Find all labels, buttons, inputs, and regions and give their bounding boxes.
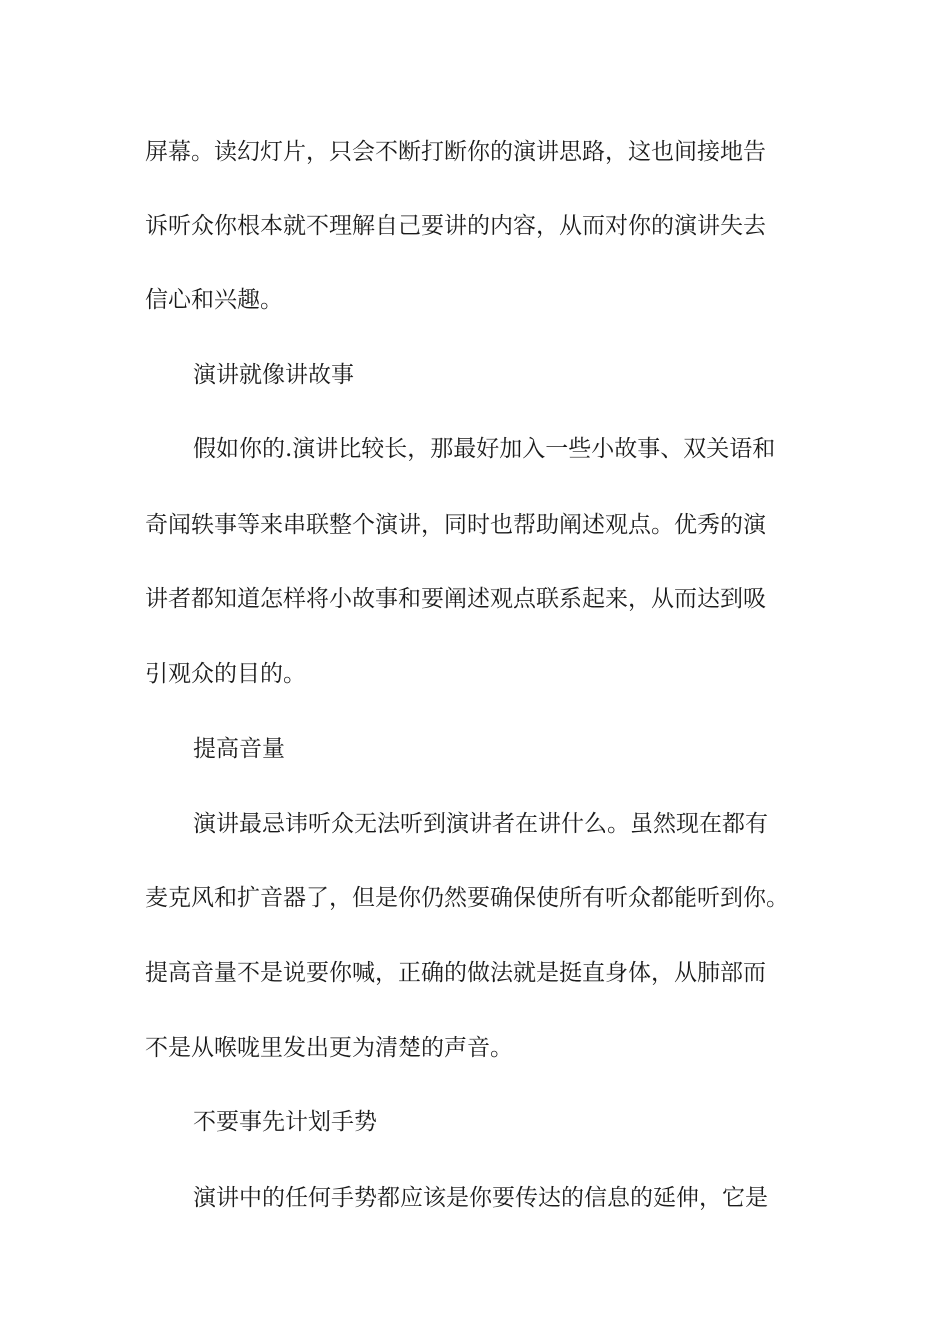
paragraph-line: 演讲中的任何手势都应该是你要传达的信息的延伸，它是 (193, 1185, 768, 1211)
paragraph-line: 讲者都知道怎样将小故事和要阐述观点联系起来，从而达到吸 (145, 586, 766, 612)
paragraph-line: 奇闻轶事等来串联整个演讲，同时也帮助阐述观点。优秀的演 (145, 512, 766, 538)
paragraph-line: 诉听众你根本就不理解自己要讲的内容，从而对你的演讲失去 (145, 213, 766, 239)
section-heading: 提高音量 (193, 736, 285, 762)
paragraph-line: 假如你的.演讲比较长，那最好加入一些小故事、双关语和 (193, 436, 776, 462)
paragraph-line: 屏幕。读幻灯片，只会不断打断你的演讲思路，这也间接地告 (145, 139, 766, 165)
section-heading: 演讲就像讲故事 (193, 362, 354, 388)
section-heading: 不要事先计划手势 (193, 1109, 377, 1135)
paragraph-line: 不是从喉咙里发出更为清楚的声音。 (145, 1035, 513, 1061)
paragraph-line: 引观众的目的。 (145, 661, 306, 687)
paragraph-line: 演讲最忌讳听众无法听到演讲者在讲什么。虽然现在都有 (193, 811, 768, 837)
paragraph-line: 信心和兴趣。 (145, 287, 283, 313)
paragraph-line: 麦克风和扩音器了，但是你仍然要确保使所有听众都能听到你。 (145, 885, 789, 911)
paragraph-line: 提高音量不是说要你喊，正确的做法就是挺直身体，从肺部而 (145, 960, 766, 986)
